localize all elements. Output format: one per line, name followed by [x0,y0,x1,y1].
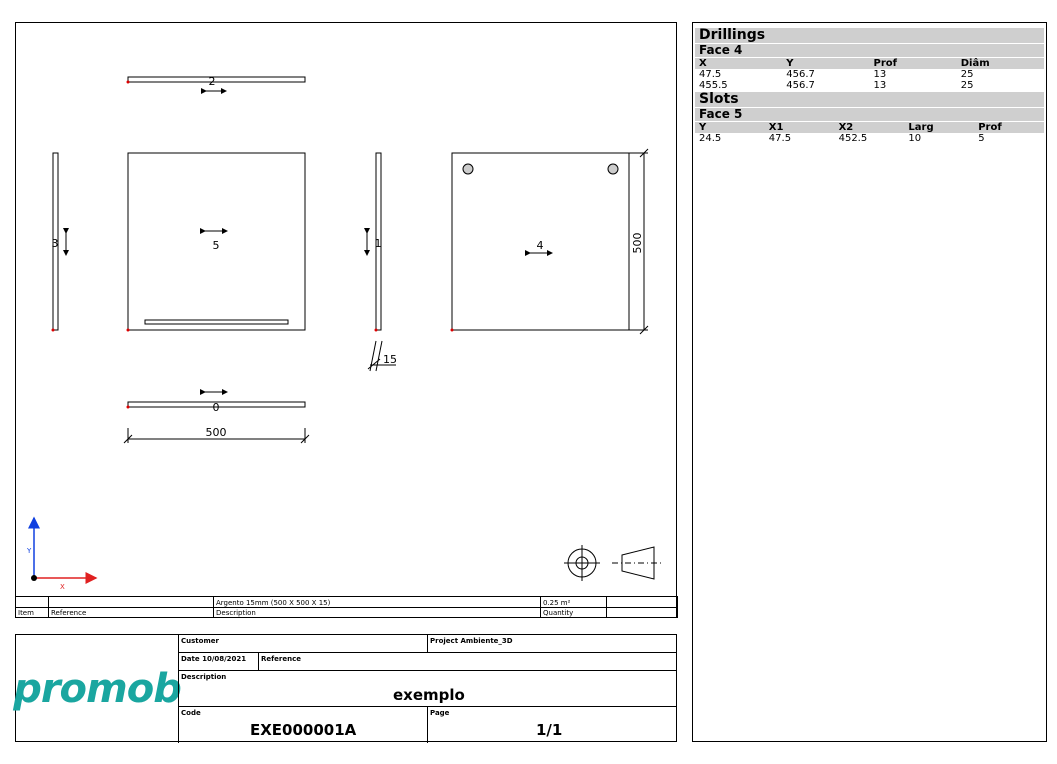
slots-col-x2: X2 [838,122,854,133]
drillings-col-x: X [699,58,707,69]
customer-cell: Customer [178,635,427,653]
drillings-header [695,58,1044,69]
bom-table [15,596,677,618]
drilling-cell: 455.5 [699,80,728,91]
reference-cell: Reference [258,653,676,671]
drilling-cell: 47.5 [699,69,722,80]
title-block [15,634,677,742]
drillings-row [695,69,1044,80]
slots-face: Face 5 [695,108,1044,121]
bom-extra-label [607,607,678,618]
view-label-3: 3 [51,237,59,250]
axes-indicator [26,518,96,591]
drillings-col-prof: Prof [873,58,897,69]
technical-drawing [16,23,678,619]
slot-cell: 10 [908,133,922,144]
drilling-cell: 456.7 [786,80,815,91]
bom-quantity-label: Quantity [541,607,607,618]
drilling-cell: 456.7 [786,69,815,80]
view-2 [127,75,306,91]
dimension-thickness: 15 [383,353,397,366]
description-cell: Description [178,671,676,707]
axis-y-label: Y [27,547,32,555]
view-5 [127,153,306,332]
bom-description: Argento 15mm (500 X 500 X 15) [214,597,541,608]
drillings-title: Drillings [695,28,1044,43]
view-1 [367,153,397,371]
view-4 [451,149,649,334]
slots-col-y: Y [699,122,707,133]
code-value: EXE000001A [250,721,357,739]
code-cell: Code [178,707,427,743]
view-label-2: 2 [208,75,216,88]
bom-header-row [16,607,678,618]
bom-item [16,597,49,608]
drawing-area [15,22,677,618]
bom-reference-label: Reference [49,607,214,618]
slots-title: Slots [695,92,1044,107]
slots-header [695,122,1044,133]
bom-item-label: Item [16,607,49,618]
drillings-col-diam: Diâm [960,58,990,69]
drillings-col-y: Y [786,58,794,69]
view-label-0: 0 [212,401,220,414]
bom-description-label: Description [214,607,541,618]
drilling-cell: 13 [873,69,887,80]
slots-col-prof: Prof [978,122,1002,133]
projection-symbol-icon [564,545,662,581]
bom-extra [607,597,678,608]
slots-row [695,133,1044,144]
slot-cell: 24.5 [699,133,722,144]
drillings-face: Face 4 [695,44,1044,57]
slot-cell: 452.5 [838,133,868,144]
view-3 [52,153,67,332]
date-cell: Date 10/08/2021 [178,653,258,671]
slots-col-larg: Larg [908,122,934,133]
dimension-width: 500 [205,426,227,439]
bom-quantity: 0.25 m² [541,597,607,608]
page-value: 1/1 [536,721,563,739]
description-value: exemplo [393,686,465,704]
bom-reference [49,597,214,608]
view-label-5: 5 [212,239,220,252]
machining-panel [692,22,1047,742]
slot-cell: 47.5 [768,133,792,144]
view-label-1: 1 [374,237,382,250]
drilling-cell: 13 [873,80,887,91]
drilling-cell: 25 [960,69,974,80]
slots-col-x1: X1 [768,122,784,133]
title-block-fields [178,635,676,741]
project-cell: Project Ambiente_3D [427,635,676,653]
drilling-cell: 25 [960,80,974,91]
slot-cell: 5 [978,133,985,144]
drillings-row [695,80,1044,91]
axis-x-label: X [60,583,65,591]
promob-logo: promob [13,666,181,712]
view-0 [124,392,309,443]
dimension-height: 500 [631,232,644,254]
bom-row [16,597,678,608]
view-label-4: 4 [536,239,544,252]
page-cell: Page [427,707,676,743]
